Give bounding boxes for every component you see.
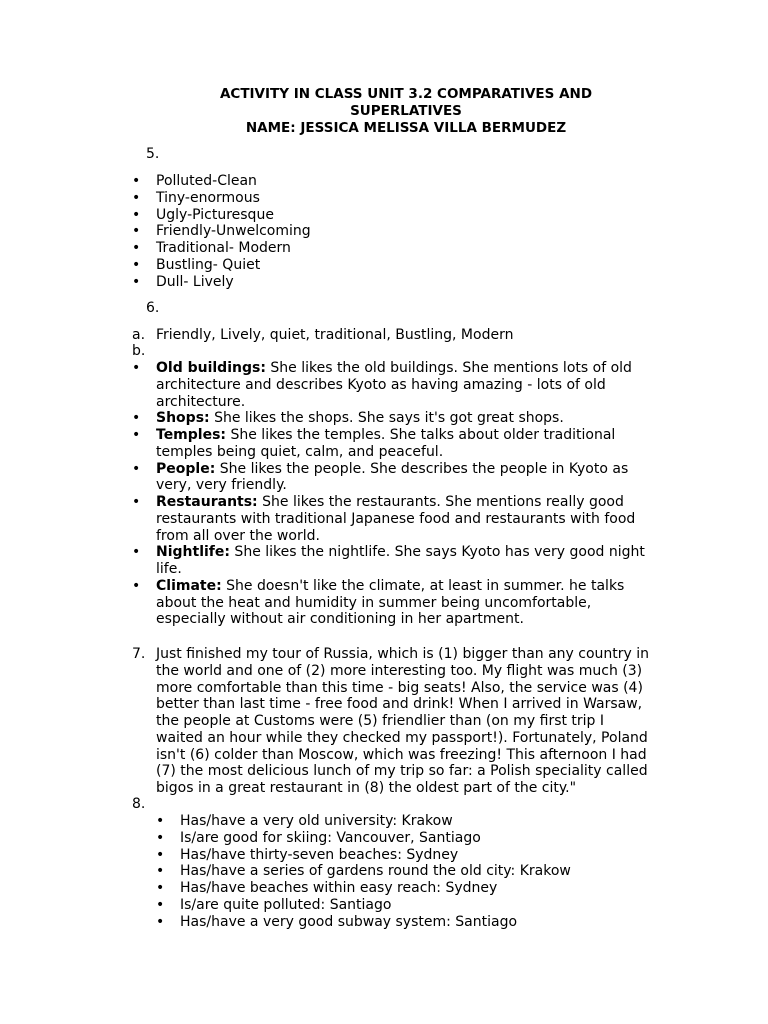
- question-6b-marker: b.: [132, 343, 146, 359]
- title-line-1: ACTIVITY IN CLASS UNIT 3.2 COMPARATIVES AND: [219, 86, 593, 102]
- paragraph-line: Just finished my tour of Russia, which is (1) bigger than any country in: [156, 646, 650, 662]
- list-item-line: very, very friendly.: [156, 477, 287, 494]
- list-item: Traditional- Modern: [156, 240, 291, 256]
- bullet-icon: •: [132, 189, 141, 206]
- question-8-number: 8.: [132, 796, 146, 812]
- question-5-number: 5.: [146, 146, 160, 162]
- list-item: Has/have a very good subway system: Santiago: [180, 913, 518, 930]
- list-item: Dull- Lively: [156, 273, 234, 290]
- question-6a-marker: a.: [132, 327, 146, 343]
- list-item: Is/are good for skiing: Vancouver, Santiago: [180, 829, 481, 846]
- paragraph-line: bigos in a great restaurant in (8) the oldest part of the city.": [156, 780, 577, 796]
- item-label: Nightlife:: [156, 544, 230, 561]
- list-item-line: Climate: She doesn't like the climate, at least in summer. he talks: [156, 577, 625, 594]
- title-line-2: SUPERLATIVES: [350, 103, 462, 119]
- list-item-line: Temples: She likes the temples. She talks about older traditional: [156, 427, 616, 443]
- item-label: Old buildings:: [156, 360, 266, 376]
- bullet-icon: •: [156, 846, 165, 863]
- item-label: People:: [156, 460, 216, 477]
- bullet-icon: •: [156, 863, 165, 880]
- list-item: Tiny-enormous: [156, 189, 260, 206]
- bullet-icon: •: [132, 173, 141, 189]
- list-item-line: life.: [156, 561, 182, 577]
- question-6-number: 6.: [146, 300, 160, 316]
- list-item: Has/have a series of gardens round the old city: Krakow: [180, 863, 571, 880]
- bullet-icon: •: [132, 223, 141, 240]
- list-item: Polluted-Clean: [156, 173, 257, 189]
- bullet-icon: •: [132, 240, 141, 256]
- bullet-icon: •: [132, 577, 141, 594]
- item-label: Shops:: [156, 410, 210, 427]
- list-item-line: Restaurants: She likes the restaurants. She mentions really good: [156, 494, 624, 510]
- paragraph-line: the world and one of (2) more interesting too. My flight was much (3): [156, 662, 643, 679]
- bullet-icon: •: [132, 427, 141, 443]
- bullet-icon: •: [156, 880, 165, 896]
- list-item: Has/have thirty-seven beaches: Sydney: [180, 846, 459, 863]
- bullet-icon: •: [132, 206, 141, 223]
- bullet-icon: •: [132, 494, 141, 510]
- item-label: Restaurants:: [156, 494, 258, 510]
- bullet-icon: •: [156, 813, 165, 829]
- bullet-icon: •: [156, 829, 165, 846]
- list-item: Bustling- Quiet: [156, 256, 261, 273]
- paragraph-line: waited an hour while they checked my passport!). Fortunately, Poland: [156, 729, 648, 746]
- question-7-number: 7.: [132, 646, 146, 662]
- list-item-line: Nightlife: She likes the nightlife. She says Kyoto has very good night: [156, 544, 645, 561]
- bullet-icon: •: [156, 913, 165, 930]
- bullet-icon: •: [132, 544, 141, 561]
- list-item-line: temples being quiet, calm, and peaceful.: [156, 443, 444, 460]
- item-label: Climate:: [156, 577, 222, 594]
- paragraph-line: better than last time - free food and drink! When I arrived in Warsaw,: [156, 696, 643, 713]
- bullet-icon: •: [132, 256, 141, 273]
- bullet-icon: •: [132, 410, 141, 427]
- list-item: Has/have beaches within easy reach: Sydney: [180, 880, 498, 896]
- paragraph-line: isn't (6) colder than Moscow, which was freezing! This afternoon I had: [156, 746, 647, 763]
- paragraph-line: (7) the most delicious lunch of my trip so far: a Polish speciality called: [156, 763, 648, 780]
- list-item-line: especially without air conditioning in her apartment.: [156, 611, 524, 628]
- list-item-line: architecture and describes Kyoto as having amazing - lots of old: [156, 376, 606, 393]
- question-6a-text: Friendly, Lively, quiet, traditional, Bustling, Modern: [156, 327, 514, 343]
- bullet-icon: •: [132, 460, 141, 477]
- list-item: Ugly-Picturesque: [156, 206, 274, 223]
- list-item-line: Shops: She likes the shops. She says it's got great shops.: [156, 410, 564, 427]
- list-item: Has/have a very old university: Krakow: [180, 813, 453, 829]
- item-label: Temples:: [156, 427, 227, 443]
- list-item-line: architecture.: [156, 393, 246, 410]
- list-item-line: People: She likes the people. She describes the people in Kyoto as: [156, 460, 629, 477]
- list-item-line: from all over the world.: [156, 527, 320, 544]
- list-item-line: about the heat and humidity in summer being uncomfortable,: [156, 594, 592, 611]
- list-item-line: restaurants with traditional Japanese food and restaurants with food: [156, 510, 636, 527]
- title-line-3: NAME: JESSICA MELISSA VILLA BERMUDEZ: [245, 120, 567, 136]
- bullet-icon: •: [156, 896, 165, 913]
- bullet-icon: •: [132, 360, 141, 376]
- paragraph-line: more comfortable than this time - big seats! Also, the service was (4): [156, 679, 643, 696]
- bullet-icon: •: [132, 273, 141, 290]
- list-item: Friendly-Unwelcoming: [156, 223, 311, 240]
- paragraph-line: the people at Customs were (5) friendlier than (on my first trip I: [156, 713, 605, 729]
- list-item-line: Old buildings: She likes the old buildings. She mentions lots of old: [156, 360, 632, 376]
- list-item: Is/are quite polluted: Santiago: [180, 896, 392, 913]
